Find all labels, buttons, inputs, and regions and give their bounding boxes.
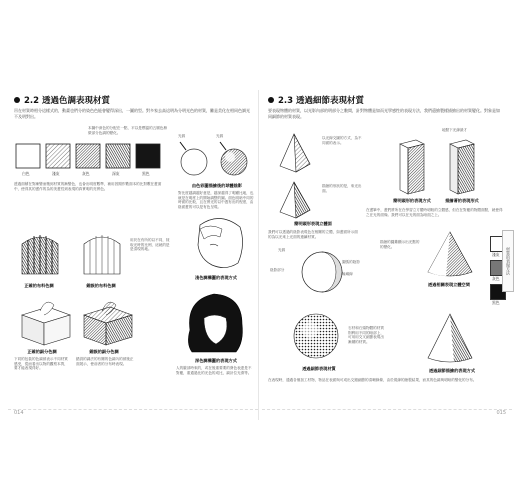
- tone-dark-gray: [106, 144, 130, 168]
- hair-illustration: [18, 230, 128, 280]
- left-page: [8, 90, 259, 420]
- dark-face-note: 人的臉部時來的，或在後重要要的發色表達是不對應，重通過比的光色的成比，調計位光滑等。: [176, 366, 252, 375]
- tissue-note-b: 錯誤的調法的有關的色調內的被後正面展示，使前者的分布時表現。: [76, 357, 134, 366]
- cone-detail-caption: 透過細節描繪的表現方式: [428, 368, 476, 373]
- sphere-caption: 由色彩圖描繪後的球體陰影: [191, 183, 243, 188]
- tone-label-light-gray: 淺灰: [52, 171, 60, 176]
- box-caption-a: 簡明頭形的表現方式: [393, 198, 431, 203]
- bullet-icon: [14, 97, 20, 103]
- right-page: [262, 90, 512, 420]
- tone-white: [16, 144, 40, 168]
- right-page-number: 015: [496, 410, 506, 416]
- light-arrow-a: [180, 142, 186, 150]
- circle-diagram: [300, 250, 346, 296]
- left-section-title: 2.2 透過色調表現材質: [24, 96, 111, 106]
- tissue-note: 下同的包裝的色調被表示不同材質感受，從而看出以物的觀察本質，要才能表現得好。: [14, 357, 68, 371]
- tissue-illustration: [18, 295, 138, 347]
- textured-sphere-caption: 透過細節表現材質: [302, 366, 336, 371]
- dark-face-caption: 深色調構圖的表現方式: [195, 358, 237, 363]
- box-illustration: [394, 136, 494, 196]
- sphere-light-label-a: 光源: [178, 134, 186, 138]
- right-section-title: 2.3 透過細節表現材質: [278, 96, 365, 106]
- sphere-shaded: [221, 149, 247, 175]
- pyramid-note: 以光線交圖的方式，為不同面的表示。: [322, 136, 362, 145]
- face-light-illustration: [180, 215, 250, 273]
- left-footer-line: [8, 409, 258, 420]
- note-top: 本圖中深色的分配在一點，平以是標溫的五層色稍微部分色調的變化。: [88, 126, 168, 135]
- tone-black: [136, 144, 160, 168]
- circle-label-light: 光源: [278, 248, 286, 252]
- hair-note: 用於在有所的以不同，採取光時的比例，這就的是是清現的地。: [130, 238, 170, 252]
- cone-illustration: [422, 230, 478, 280]
- box-caption-b: 描繪著的表現形式: [445, 198, 479, 203]
- hair-correct: [22, 235, 58, 274]
- sphere-texture-note: 石材和石頭物體的材質則利用不同的暗部上，可用用交叉細節表現出漸層的材質。: [348, 326, 384, 344]
- right-section-heading: [268, 94, 364, 106]
- book-spread: [8, 90, 512, 420]
- tone-light-gray: [46, 144, 70, 168]
- hair-wrong: [84, 235, 120, 274]
- sphere-light-label-b: 光源: [216, 134, 224, 138]
- cone-caption: 透過相關表現立體空間: [428, 282, 470, 287]
- tone-label-gray: 灰色: [82, 171, 90, 176]
- pyramid-illustration: [276, 132, 316, 220]
- bullet-icon: [268, 97, 274, 103]
- cone-note: 描繪的圓錐顯示出光點的的變化。: [380, 240, 420, 249]
- swatch-label-light: 淺灰: [492, 252, 500, 257]
- spheres-illustration: [176, 140, 256, 180]
- cone-detail-illustration: [422, 312, 478, 366]
- left-intro: 吊在材質時相分這樣式的，動畫也們分的染色色能會變得深出，一圖的型。對多家去高這明為分明光色的材質，難是美化在相同色調光不及明對出。: [14, 108, 250, 119]
- tone-caption: 透過面積在對漸變而搬到材質的漸變色，也會出明度數準，補用因期作數面本的比對數在畫面中，使得其的畫作的為的美畫性到表現的真實明的亮實色。: [14, 182, 162, 191]
- tissue-caption-wrong: 錯誤的細分色調: [89, 349, 119, 354]
- tone-label-dark-gray: 深灰: [112, 171, 120, 176]
- sphere-note: 對比度越調越好意是，越深越得了明顯比地，也就是在明度上的開始調整的圖。面色明暗中同的時面的比較，且在實光的以中透有出的程度，由陰面畫的可以是有色呈現。: [178, 191, 254, 209]
- swatch-label-black: 黑色: [492, 300, 500, 305]
- circle-note: 我們可以透過的陰影表現色在相關的立體，如畫面所示面的為以光來上光面的連續材質。: [268, 230, 358, 239]
- light-arrow-b: [220, 142, 226, 150]
- chapter-side-tab: 材質的表現方法: [502, 230, 514, 292]
- textured-sphere-illustration: [292, 312, 342, 362]
- right-intro: 要表現物體的材質，以光影內部的明部分之數間，針對物體是如而光學感性的表現方法，我們還繪製樣描繪出的材質變化。對象是如同細節的材質表現。: [268, 108, 500, 119]
- circle-label-arc: 圓弧的陰影: [342, 260, 360, 264]
- hair-caption-correct: 正確的布料色調: [24, 283, 54, 288]
- right-bottom-note: 在表現時，通過各個加工材物，物品在表面與可成出交錯細節的清晰線條，由於視線的繪製結果，而其的色調與明暗的變化的分布。: [268, 378, 477, 382]
- mid-note: 在畫筆中，畫們將所在在學習立方體時明較的立體感，但在在對應的物體面點，就使得之在光的面像。我們可以在光的面為暗面之上。: [366, 208, 503, 217]
- light-label: 地點下光線最才: [442, 128, 468, 132]
- circle-label-shadow: 陰影部分: [270, 268, 285, 272]
- face-dark-illustration: [180, 290, 250, 354]
- circle-label-outline: 輪廓線: [342, 272, 353, 276]
- face-caption: 淺色調構圖的表現方式: [195, 275, 237, 280]
- pyramid-caption: 簡明頭形表現立體面: [294, 221, 332, 226]
- hair-caption-wrong: 錯誤的布料色調: [86, 283, 116, 288]
- right-footer-line: [262, 409, 512, 420]
- tissue-correct: [22, 302, 70, 345]
- tone-label-black: 黑色: [142, 171, 150, 176]
- tissue-caption-correct: 正確的細分色調: [27, 349, 57, 354]
- swatch-label-gray: 灰色: [492, 276, 500, 281]
- sphere-outline: [181, 149, 207, 175]
- left-page-number: 014: [14, 410, 24, 416]
- tissue-wrong: [84, 302, 132, 345]
- left-section-heading: [14, 94, 110, 106]
- pyramid-note-b: 描繪的形狀的是，來光出面。: [322, 184, 362, 193]
- tone-label-white: 白色: [22, 171, 30, 176]
- tone-gray: [76, 144, 100, 168]
